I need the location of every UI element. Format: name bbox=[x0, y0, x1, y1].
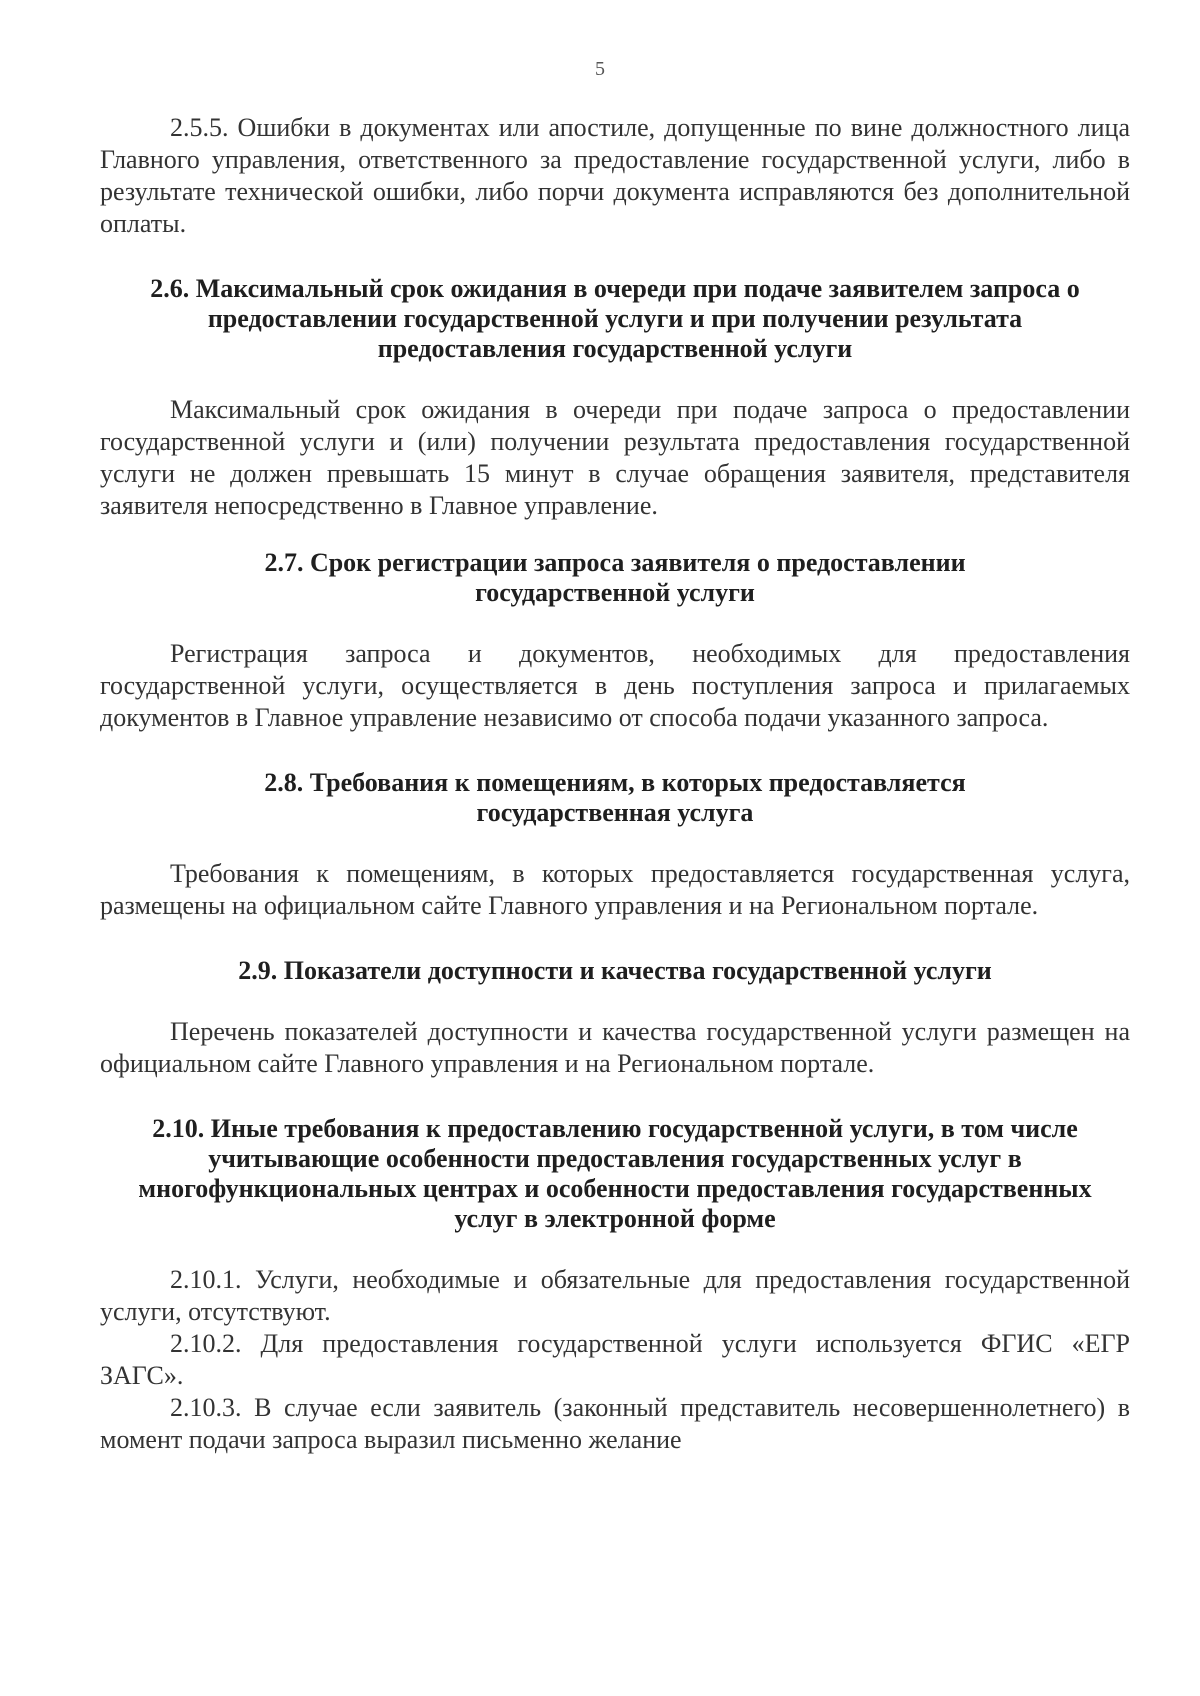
paragraph-2-10-2: 2.10.2. Для предоставления государственной услуги используется ФГИС «ЕГР ЗАГС». bbox=[100, 1329, 1130, 1390]
heading-2-10: 2.10. Иные требования к предоставлению государственной услуги, в том числе учитывающие особенности предоставления государственных услуг в многофункциональных центрах и особенности предоставления государственных услуг в электронной форме bbox=[138, 1114, 1092, 1233]
paragraph-2-10-1: 2.10.1. Услуги, необходимые и обязательные для предоставления государственной услуги, отсутствуют. bbox=[100, 1265, 1130, 1326]
heading-2-7: 2.7. Срок регистрации запроса заявителя о предоставлении государственной услуги bbox=[264, 548, 966, 607]
paragraph-2-8: Требования к помещениям, в которых предоставляется государственная услуга, размещены на официальном сайте Главного управления и на Региональном портале. bbox=[100, 859, 1130, 920]
page-number: 5 bbox=[595, 58, 605, 80]
heading-2-6: 2.6. Максимальный срок ожидания в очереди при подаче заявителем запроса о предоставлении государственной услуги и при получении результата предоставления государственной услуги bbox=[150, 274, 1080, 363]
heading-2-9: 2.9. Показатели доступности и качества государственной услуги bbox=[238, 956, 992, 985]
paragraph-2-9: Перечень показателей доступности и качества государственной услуги размещен на официальном сайте Главного управления и на Региональном портале. bbox=[100, 1017, 1130, 1078]
paragraph-2-5-5: 2.5.5. Ошибки в документах или апостиле, допущенные по вине должностного лица Главного управления, ответственного за предоставление государственной услуги, либо в результате технической ошибки, либо порчи документа исправляются без дополнительной оплаты. bbox=[100, 113, 1130, 238]
heading-2-8: 2.8. Требования к помещениям, в которых предоставляется государственная услуга bbox=[264, 768, 966, 827]
paragraph-2-6: Максимальный срок ожидания в очереди при подаче запроса о предоставлении государственной услуги и (или) получении результата предоставления государственной услуги не должен превышать 15 минут в случае обращения заявителя, представителя заявителя непосредственно в Главное управление. bbox=[100, 395, 1130, 520]
document-body bbox=[100, 112, 1130, 1456]
paragraph-2-10-3: 2.10.3. В случае если заявитель (законный представитель несовершеннолетнего) в момент подачи запроса выразил письменно желание bbox=[100, 1393, 1130, 1454]
paragraph-2-7: Регистрация запроса и документов, необходимых для предоставления государственной услуги, осуществляется в день поступления запроса и прилагаемых документов в Главное управление независимо от способа подачи указанного запроса. bbox=[100, 639, 1130, 732]
